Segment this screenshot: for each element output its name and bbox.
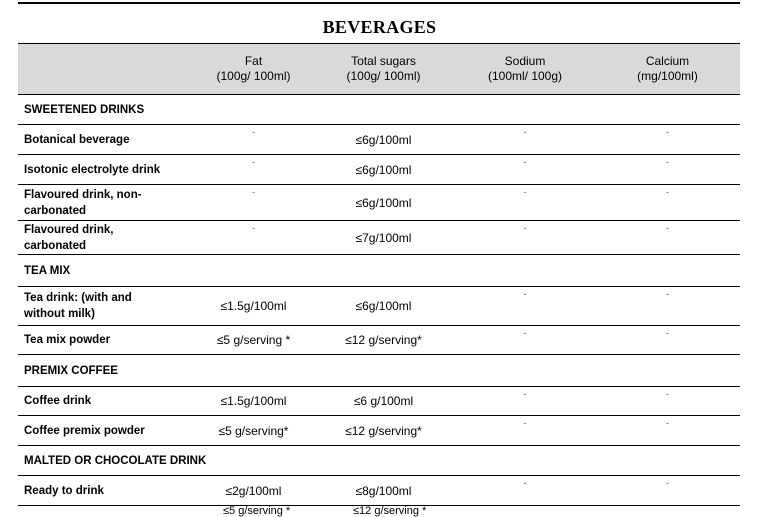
section-heading: SWEETENED DRINKS xyxy=(18,95,740,125)
top-rule xyxy=(18,2,740,4)
sodium-cell: - xyxy=(455,221,595,255)
fat-cell: - xyxy=(195,221,312,255)
calcium-cell: - xyxy=(595,185,740,221)
sugars-cell: ≤12 g/serving* xyxy=(312,416,455,446)
calcium-cell: - xyxy=(595,387,740,416)
sodium-cell: - xyxy=(455,476,595,506)
fat-cell: ≤5 g/serving* xyxy=(195,416,312,446)
table-row xyxy=(18,287,740,326)
table-row xyxy=(18,185,740,221)
calcium-cell: - xyxy=(595,287,740,326)
calcium-cell: - xyxy=(595,416,740,446)
table-row xyxy=(18,155,740,185)
partial-table-row xyxy=(18,505,740,517)
table-body xyxy=(18,95,740,506)
item-name-cell: Coffee premix powder xyxy=(18,416,195,446)
header-fat: Fat (100g/ 100ml) xyxy=(195,44,312,95)
table-header xyxy=(18,44,740,95)
section-row xyxy=(18,446,740,476)
table-row xyxy=(18,221,740,255)
item-name-cell: Flavoured drink, non- carbonated xyxy=(18,185,195,221)
item-name-cell: Coffee drink xyxy=(18,387,195,416)
page-title: BEVERAGES xyxy=(322,17,437,37)
header-calcium: Calcium (mg/100ml) xyxy=(595,44,740,95)
fat-cell: - xyxy=(195,185,312,221)
sodium-cell: - xyxy=(455,125,595,155)
header-sodium: Sodium (100ml/ 100g) xyxy=(455,44,595,95)
sodium-cell: - xyxy=(455,326,595,355)
sodium-cell: - xyxy=(455,185,595,221)
sodium-cell: - xyxy=(455,387,595,416)
item-name-cell: Tea mix powder xyxy=(18,326,195,355)
sodium-cell: - xyxy=(455,287,595,326)
sugars-cell: ≤7g/100ml xyxy=(312,221,455,255)
fat-cell: ≤1.5g/100ml xyxy=(195,287,312,326)
calcium-cell: - xyxy=(595,155,740,185)
table-row xyxy=(18,416,740,446)
sugars-cell: ≤12 g/serving* xyxy=(312,326,455,355)
sugars-cell: ≤6 g/100ml xyxy=(312,387,455,416)
item-name-cell: Botanical beverage xyxy=(18,125,195,155)
calcium-cell: - xyxy=(595,221,740,255)
table-row xyxy=(18,326,740,355)
sugars-cell: ≤6g/100ml xyxy=(312,125,455,155)
calcium-cell: - xyxy=(595,125,740,155)
fat-cell: ≤5 g/serving * xyxy=(195,326,312,355)
section-heading: TEA MIX xyxy=(18,255,740,287)
fat-cell: - xyxy=(195,125,312,155)
table-row xyxy=(18,476,740,506)
table-row xyxy=(18,125,740,155)
sugars-cell: ≤8g/100ml xyxy=(312,476,455,506)
partial-fat-cell: ≤5 g/serving * xyxy=(223,505,291,517)
section-row xyxy=(18,255,740,287)
calcium-cell: - xyxy=(595,326,740,355)
header-category xyxy=(18,44,195,95)
sugars-cell: ≤6g/100ml xyxy=(312,287,455,326)
fat-cell: ≤1.5g/100ml xyxy=(195,387,312,416)
sodium-cell: - xyxy=(455,155,595,185)
partial-sugars-cell: ≤12 g/serving * xyxy=(353,505,427,517)
header-total-sugars: Total sugars (100g/ 100ml) xyxy=(312,44,455,95)
item-name-cell: Ready to drink xyxy=(18,476,195,506)
calcium-cell: - xyxy=(595,476,740,506)
table-row xyxy=(18,387,740,416)
beverages-table xyxy=(18,43,740,506)
sodium-cell: - xyxy=(455,416,595,446)
item-name-cell: Flavoured drink, carbonated xyxy=(18,221,195,255)
sugars-cell: ≤6g/100ml xyxy=(312,155,455,185)
fat-cell: ≤2g/100ml xyxy=(195,476,312,506)
fat-cell: - xyxy=(195,155,312,185)
section-heading: MALTED OR CHOCOLATE DRINK xyxy=(18,446,740,476)
section-heading: PREMIX COFFEE xyxy=(18,355,740,387)
sugars-cell: ≤6g/100ml xyxy=(312,185,455,221)
item-name-cell: Tea drink: (with and without milk) xyxy=(18,287,195,326)
section-row xyxy=(18,95,740,125)
section-row xyxy=(18,355,740,387)
item-name-cell: Isotonic electrolyte drink xyxy=(18,155,195,185)
